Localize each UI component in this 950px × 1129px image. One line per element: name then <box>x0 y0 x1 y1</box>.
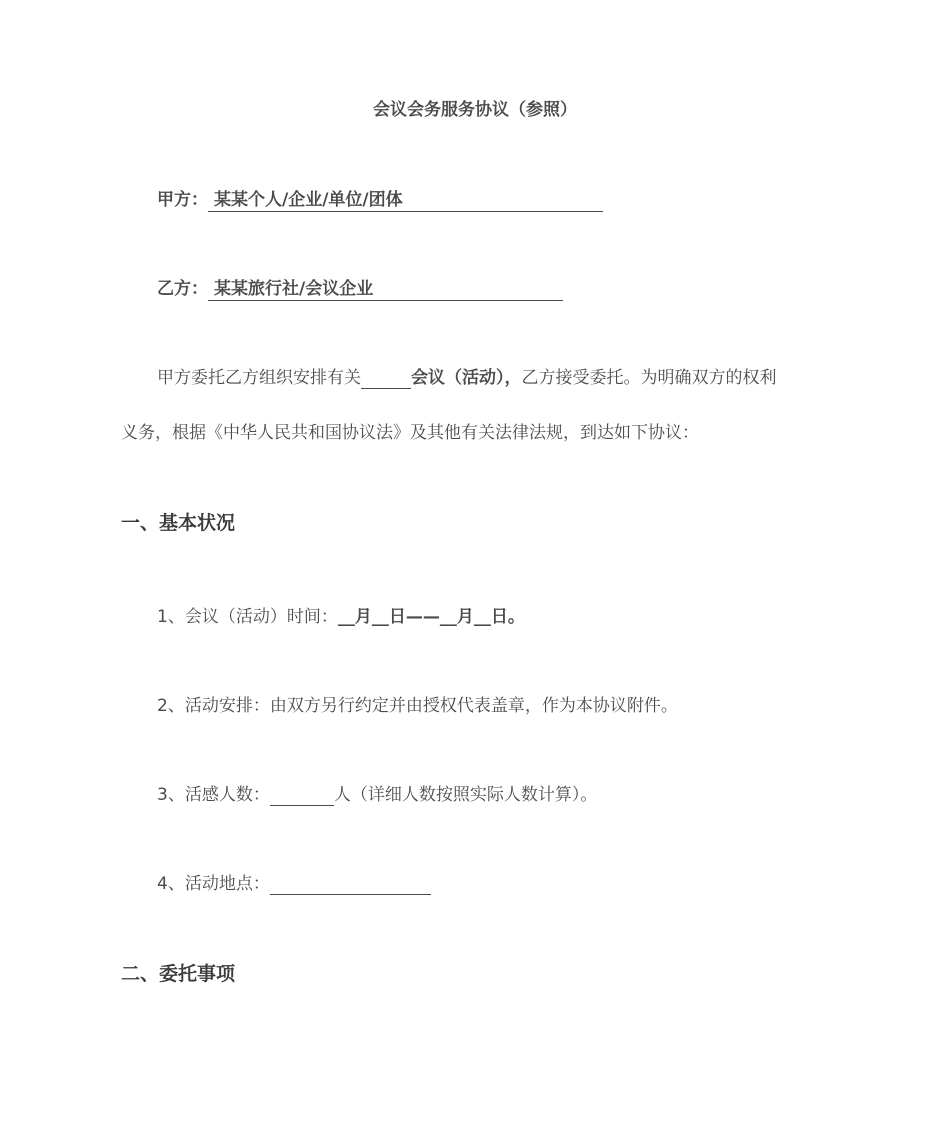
item-2: 2、活动安排：由双方另行约定并由授权代表盖章，作为本协议附件。 <box>157 696 678 716</box>
item1-value: __月__日——__月__日。 <box>337 607 525 627</box>
meeting-name-blank <box>361 368 411 389</box>
party-b-line <box>157 278 563 301</box>
intro-line-2: 义务，根据《中华人民共和国协议法》及其他有关法律法规，到达如下协议： <box>121 423 699 443</box>
item-4 <box>157 873 431 895</box>
party-a-value: 某某个人/企业/单位/团体 <box>208 189 603 212</box>
item3-suffix: 人（详细人数按照实际人数计算）。 <box>333 785 598 805</box>
section2-heading: 二、委托事项 <box>121 963 236 985</box>
item4-label: 4、活动地点： <box>157 874 270 894</box>
party-a-line <box>157 189 603 212</box>
intro-part1: 甲方委托乙方组织安排有关 <box>157 368 361 388</box>
venue-blank <box>270 874 431 895</box>
item1-label: 1、会议（活动）时间： <box>157 607 338 627</box>
document-title: 会议会务服务协议（参照） <box>373 100 577 120</box>
intro-meeting-bold: 会议（活动）， <box>411 368 522 388</box>
intro-part2: 乙方接受委托。为明确双方的权利 <box>521 368 777 388</box>
party-b-value: 某某旅行社/会议企业 <box>208 278 563 301</box>
item-3 <box>157 784 597 806</box>
attendee-count-blank <box>270 785 334 806</box>
intro-line-1 <box>157 367 777 389</box>
item-1 <box>157 606 525 628</box>
section1-heading: 一、基本状况 <box>121 512 236 534</box>
party-b-label: 乙方： <box>157 279 208 299</box>
item3-label: 3、活感人数： <box>157 785 270 805</box>
party-a-label: 甲方： <box>157 190 208 210</box>
